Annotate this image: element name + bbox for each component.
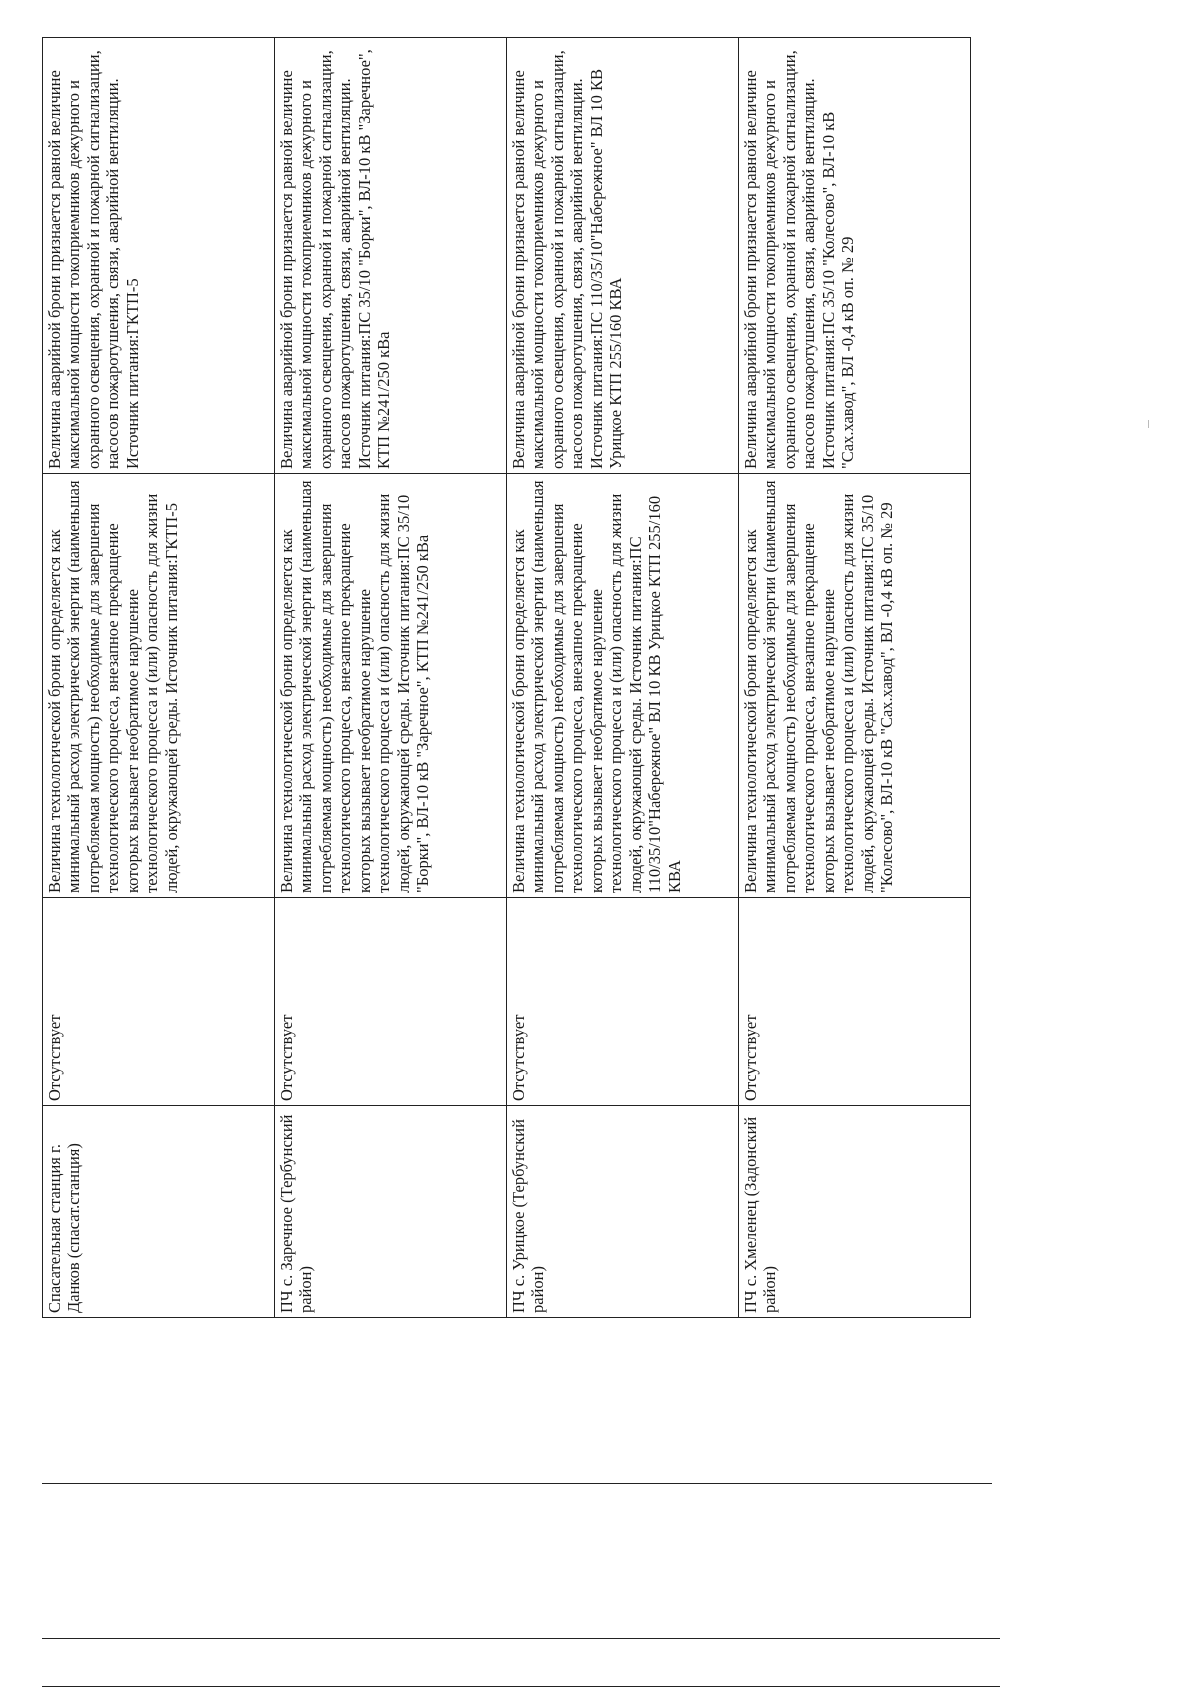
facility-name-cell: ПЧ с. Хмеленец (Задонский район) xyxy=(739,1106,971,1318)
technological-reserve-cell: Величина технологической брони определяется как минимальный расход электрической энергии (наименьшая потребляемая мощность) необходимые для завершения технологического процесса, внезапное прекращение которых вызывает необратимое нарушение технологического процесса и (или) опасность для жизни людей, окружающей среды. Источник питания:ПС 110/35/10"Набережное" ВЛ 10 КВ Урицкое КТП 255/160 КВА xyxy=(507,474,739,898)
status-cell: Отсутствует xyxy=(739,898,971,1106)
table-row xyxy=(507,38,739,1318)
divider-line xyxy=(42,1483,992,1484)
status-cell: Отсутствует xyxy=(507,898,739,1106)
divider-line xyxy=(42,1686,1000,1687)
table-row xyxy=(739,38,971,1318)
status-cell: Отсутствует xyxy=(275,898,507,1106)
facility-name-cell: Спасательная станция г. Данков (спасат.станция) xyxy=(43,1106,275,1318)
table-row xyxy=(43,38,275,1318)
emergency-reserve-cell: Величина аварийной брони признается равной величине максимальной мощности токоприемников дежурного и охранного освещения, охранной и пожарной сигнализации, насосов пожаротушения, связи, аварийной вентиляции. Источник питания:ПС 35/10 "Борки", ВЛ-10 кВ "Заречное", КТП №241/250 кВа xyxy=(275,38,507,474)
emergency-reserve-cell: Величина аварийной брони признается равной величине максимальной мощности токоприемников дежурного и охранного освещения, охранной и пожарной сигнализации, насосов пожаротушения, связи, аварийной вентиляции. Источник питания:ГКТП-5 xyxy=(43,38,275,474)
technological-reserve-cell: Величина технологической брони определяется как минимальный расход электрической энергии (наименьшая потребляемая мощность) необходимые для завершения технологического процесса, внезапное прекращение которых вызывает необратимое нарушение технологического процесса и (или) опасность для жизни людей, окружающей среды. Источник питания:ПС 35/10 "Борки", ВЛ-10 кВ "Заречное", КТП №241/250 кВа xyxy=(275,474,507,898)
scan-mark xyxy=(1148,420,1149,428)
status-cell: Отсутствует xyxy=(43,898,275,1106)
emergency-reserve-cell: Величина аварийной брони признается равной величине максимальной мощности токоприемников дежурного и охранного освещения, охранной и пожарной сигнализации, насосов пожаротушения, связи, аварийной вентиляции. Источник питания:ПС 35/10 "Колесово", ВЛ-10 кВ "Сах.хавод", ВЛ -0,4 кВ оп. № 29 xyxy=(739,38,971,474)
rotated-page xyxy=(42,38,972,1318)
divider-line xyxy=(42,1638,1000,1639)
power-reserve-table xyxy=(42,37,971,1318)
facility-name-cell: ПЧ с. Заречное (Тербунский район) xyxy=(275,1106,507,1318)
emergency-reserve-cell: Величина аварийной брони признается равной величине максимальной мощности токоприемников дежурного и охранного освещения, охранной и пожарной сигнализации, насосов пожаротушения, связи, аварийной вентиляции. Источник питания:ПС 110/35/10"Набережное" ВЛ 10 КВ Урицкое КТП 255/160 КВА xyxy=(507,38,739,474)
technological-reserve-cell: Величина технологической брони определяется как минимальный расход электрической энергии (наименьшая потребляемая мощность) необходимые для завершения технологического процесса, внезапное прекращение которых вызывает необратимое нарушение технологического процесса и (или) опасность для жизни людей, окружающей среды. Источник питания:ГКТП-5 xyxy=(43,474,275,898)
table-row xyxy=(275,38,507,1318)
technological-reserve-cell: Величина технологической брони определяется как минимальный расход электрической энергии (наименьшая потребляемая мощность) необходимые для завершения технологического процесса, внезапное прекращение которых вызывает необратимое нарушение технологического процесса и (или) опасность для жизни людей, окружающей среды. Источник питания:ПС 35/10 "Колесово", ВЛ-10 кВ "Сах.хавод", ВЛ -0,4 кВ оп. № 29 xyxy=(739,474,971,898)
facility-name-cell: ПЧ с. Урицкое (Тербунский район) xyxy=(507,1106,739,1318)
